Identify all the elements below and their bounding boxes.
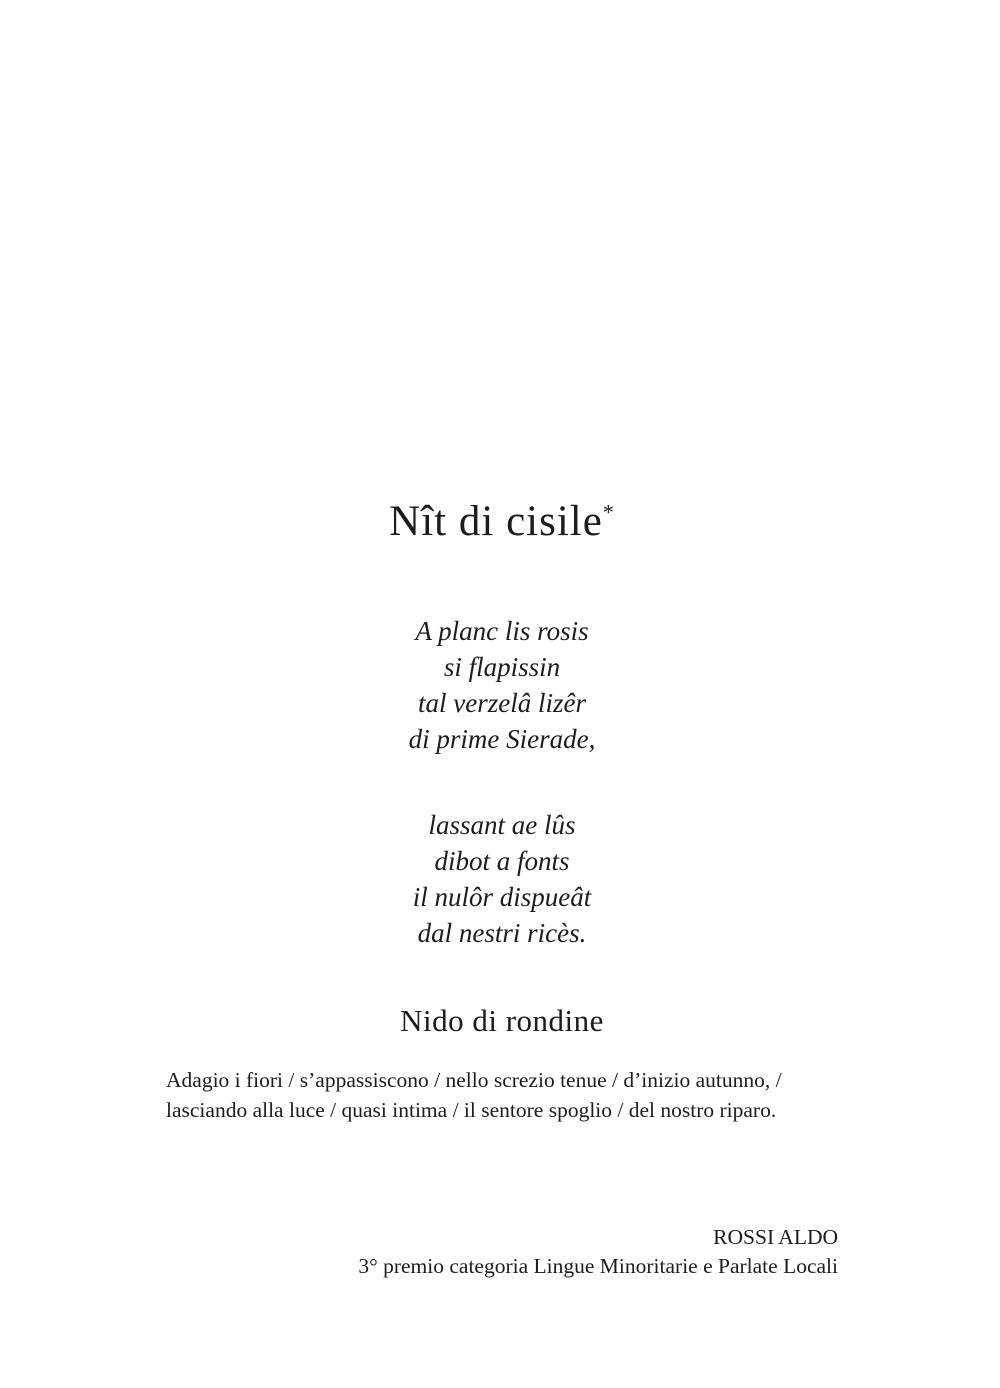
poem-line: tal verzelâ lizêr [418,688,586,719]
translation-body: Adagio i fiori / s’appassiscono / nello screzio tenue / d’inizio autunno, / lasciando alla luce / quasi intima / il sentore spoglio / del nostro riparo. [166,1068,782,1123]
poem-stanza-2 [166,807,838,951]
poem-line: lassant ae lûs [428,810,576,841]
translation-heading: Nido di rondine [400,1003,604,1039]
footnote-asterisk: * [602,499,615,525]
poem-line: A planc lis rosis [415,616,589,647]
poem-line: dibot a fonts [434,846,570,877]
poem-title [166,498,838,545]
poem-stanza-1 [166,613,838,757]
attribution-block [166,1223,838,1281]
poem-line: il nulôr dispueât [412,882,592,913]
poem-line: di prime Sierade, [408,724,596,755]
author-name: ROSSI ALDO [713,1225,838,1250]
poem-line: si flapissin [443,652,561,683]
poem-line: dal nestri ricès. [417,918,587,949]
page-content [166,0,838,1281]
poem-body [166,613,838,951]
award-line: 3° premio categoria Lingue Minoritarie e Parlate Locali [358,1254,838,1279]
poem-title-text: Nît di cisile [389,498,603,545]
